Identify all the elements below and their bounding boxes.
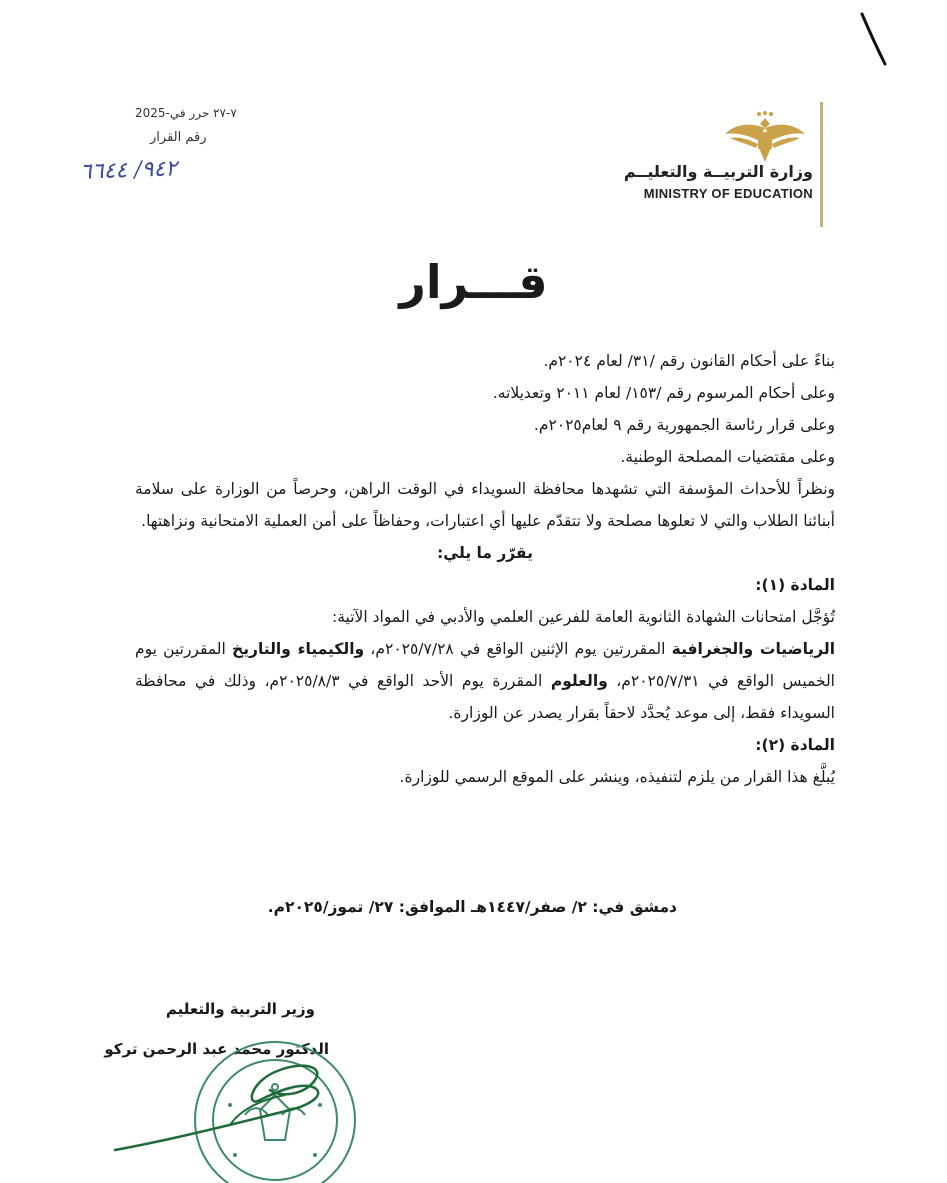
- letterhead-divider: [820, 102, 823, 227]
- reference-date: [135, 106, 237, 120]
- article-2-heading: المادة (٢):: [755, 736, 835, 754]
- subject-math-geography: الرياضيات والجغرافية: [671, 640, 836, 658]
- reference-block: [80, 100, 290, 200]
- article-2-body: يُبلَّغ هذا القرار من يلزم لتنفيذه، وينشر على الموقع الرسمي للوزارة.: [399, 768, 835, 786]
- signatory-title: وزير التربية والتعليم: [165, 1000, 315, 1018]
- decides-heading: يقرّر ما يلي:: [437, 544, 533, 562]
- article-1-intro: تُؤجَّل امتحانات الشهادة الثانوية العامة للفرعين العلمي والأدبي في المواد الآتية:: [332, 608, 835, 626]
- preamble-line: وعلى مقتضيات المصلحة الوطنية.: [620, 448, 835, 466]
- preamble-line: وعلى قرار رئاسة الجمهورية رقم ٩ لعام٢٠٢٥م.: [533, 416, 835, 434]
- rationale-paragraph: ونظراً للأحداث المؤسفة التي تشهدها محافظة السويداء في الوقت الراهن، وحرصاً من الوزارة على سلامة أبنائنا الطلاب والتي لا تعلوها مصلحة ولا تتقدّم عليها أي اعتبارات، وحفاظاً على أمن العملية الامتحانية ونزاهتها.: [135, 480, 835, 530]
- signatory-name: الدكتور محمد عبد الرحمن تركو: [104, 1040, 329, 1058]
- subject-2-details: المقررتين يوم الخميس الواقع في ٢٠٢٥/٧/٣١م،: [135, 640, 835, 690]
- ministry-name-english: MINISTRY OF EDUCATION: [643, 186, 813, 201]
- article-1-heading: المادة (١):: [755, 576, 835, 594]
- letterhead: [600, 100, 825, 230]
- document-title: قـــرار: [399, 255, 548, 309]
- document-body: [135, 345, 835, 793]
- reference-date-prefix: حرر في: [169, 106, 210, 120]
- subject-science: والعلوم: [550, 672, 608, 690]
- eagle-emblem-icon: [720, 110, 810, 165]
- handwritten-signature-icon: [110, 1040, 360, 1160]
- reference-number: ٩٤٢/ ٦٦٤٤: [79, 156, 178, 185]
- subject-3-details: المقررة يوم الأحد الواقع في ٢٠٢٥/٨/٣م، وذلك في محافظة السويداء فقط، إلى موعد يُحدَّد لاحقاً بقرار يصدر عن الوزارة.: [135, 672, 835, 722]
- ministry-name-arabic: وزارة التربيــة والتعليــم: [623, 162, 813, 181]
- subject-chemistry-history: والكيمياء والتاريخ: [232, 640, 365, 658]
- preamble-line: وعلى أحكام المرسوم رقم /١٥٣/ لعام ٢٠١١ وتعديلاته.: [492, 384, 835, 402]
- page-number-mark: [858, 8, 888, 68]
- preamble-line: بناءً على أحكام القانون رقم /٣١/ لعام ٢٠٢٤م.: [543, 352, 835, 370]
- reference-date-value: 2025-٧-٢٧: [135, 106, 237, 120]
- reference-number-label: رقم القرار: [150, 130, 207, 145]
- article-1-body: [135, 633, 835, 729]
- subject-1-details: المقررتين يوم الإثنين الواقع في ٢٠٢٥/٧/٢٨م،: [364, 640, 672, 658]
- issue-date-line: دمشق في: ٢/ صفر/١٤٤٧هـ الموافق: ٢٧/ تموز/٢٠٢٥م.: [267, 898, 677, 916]
